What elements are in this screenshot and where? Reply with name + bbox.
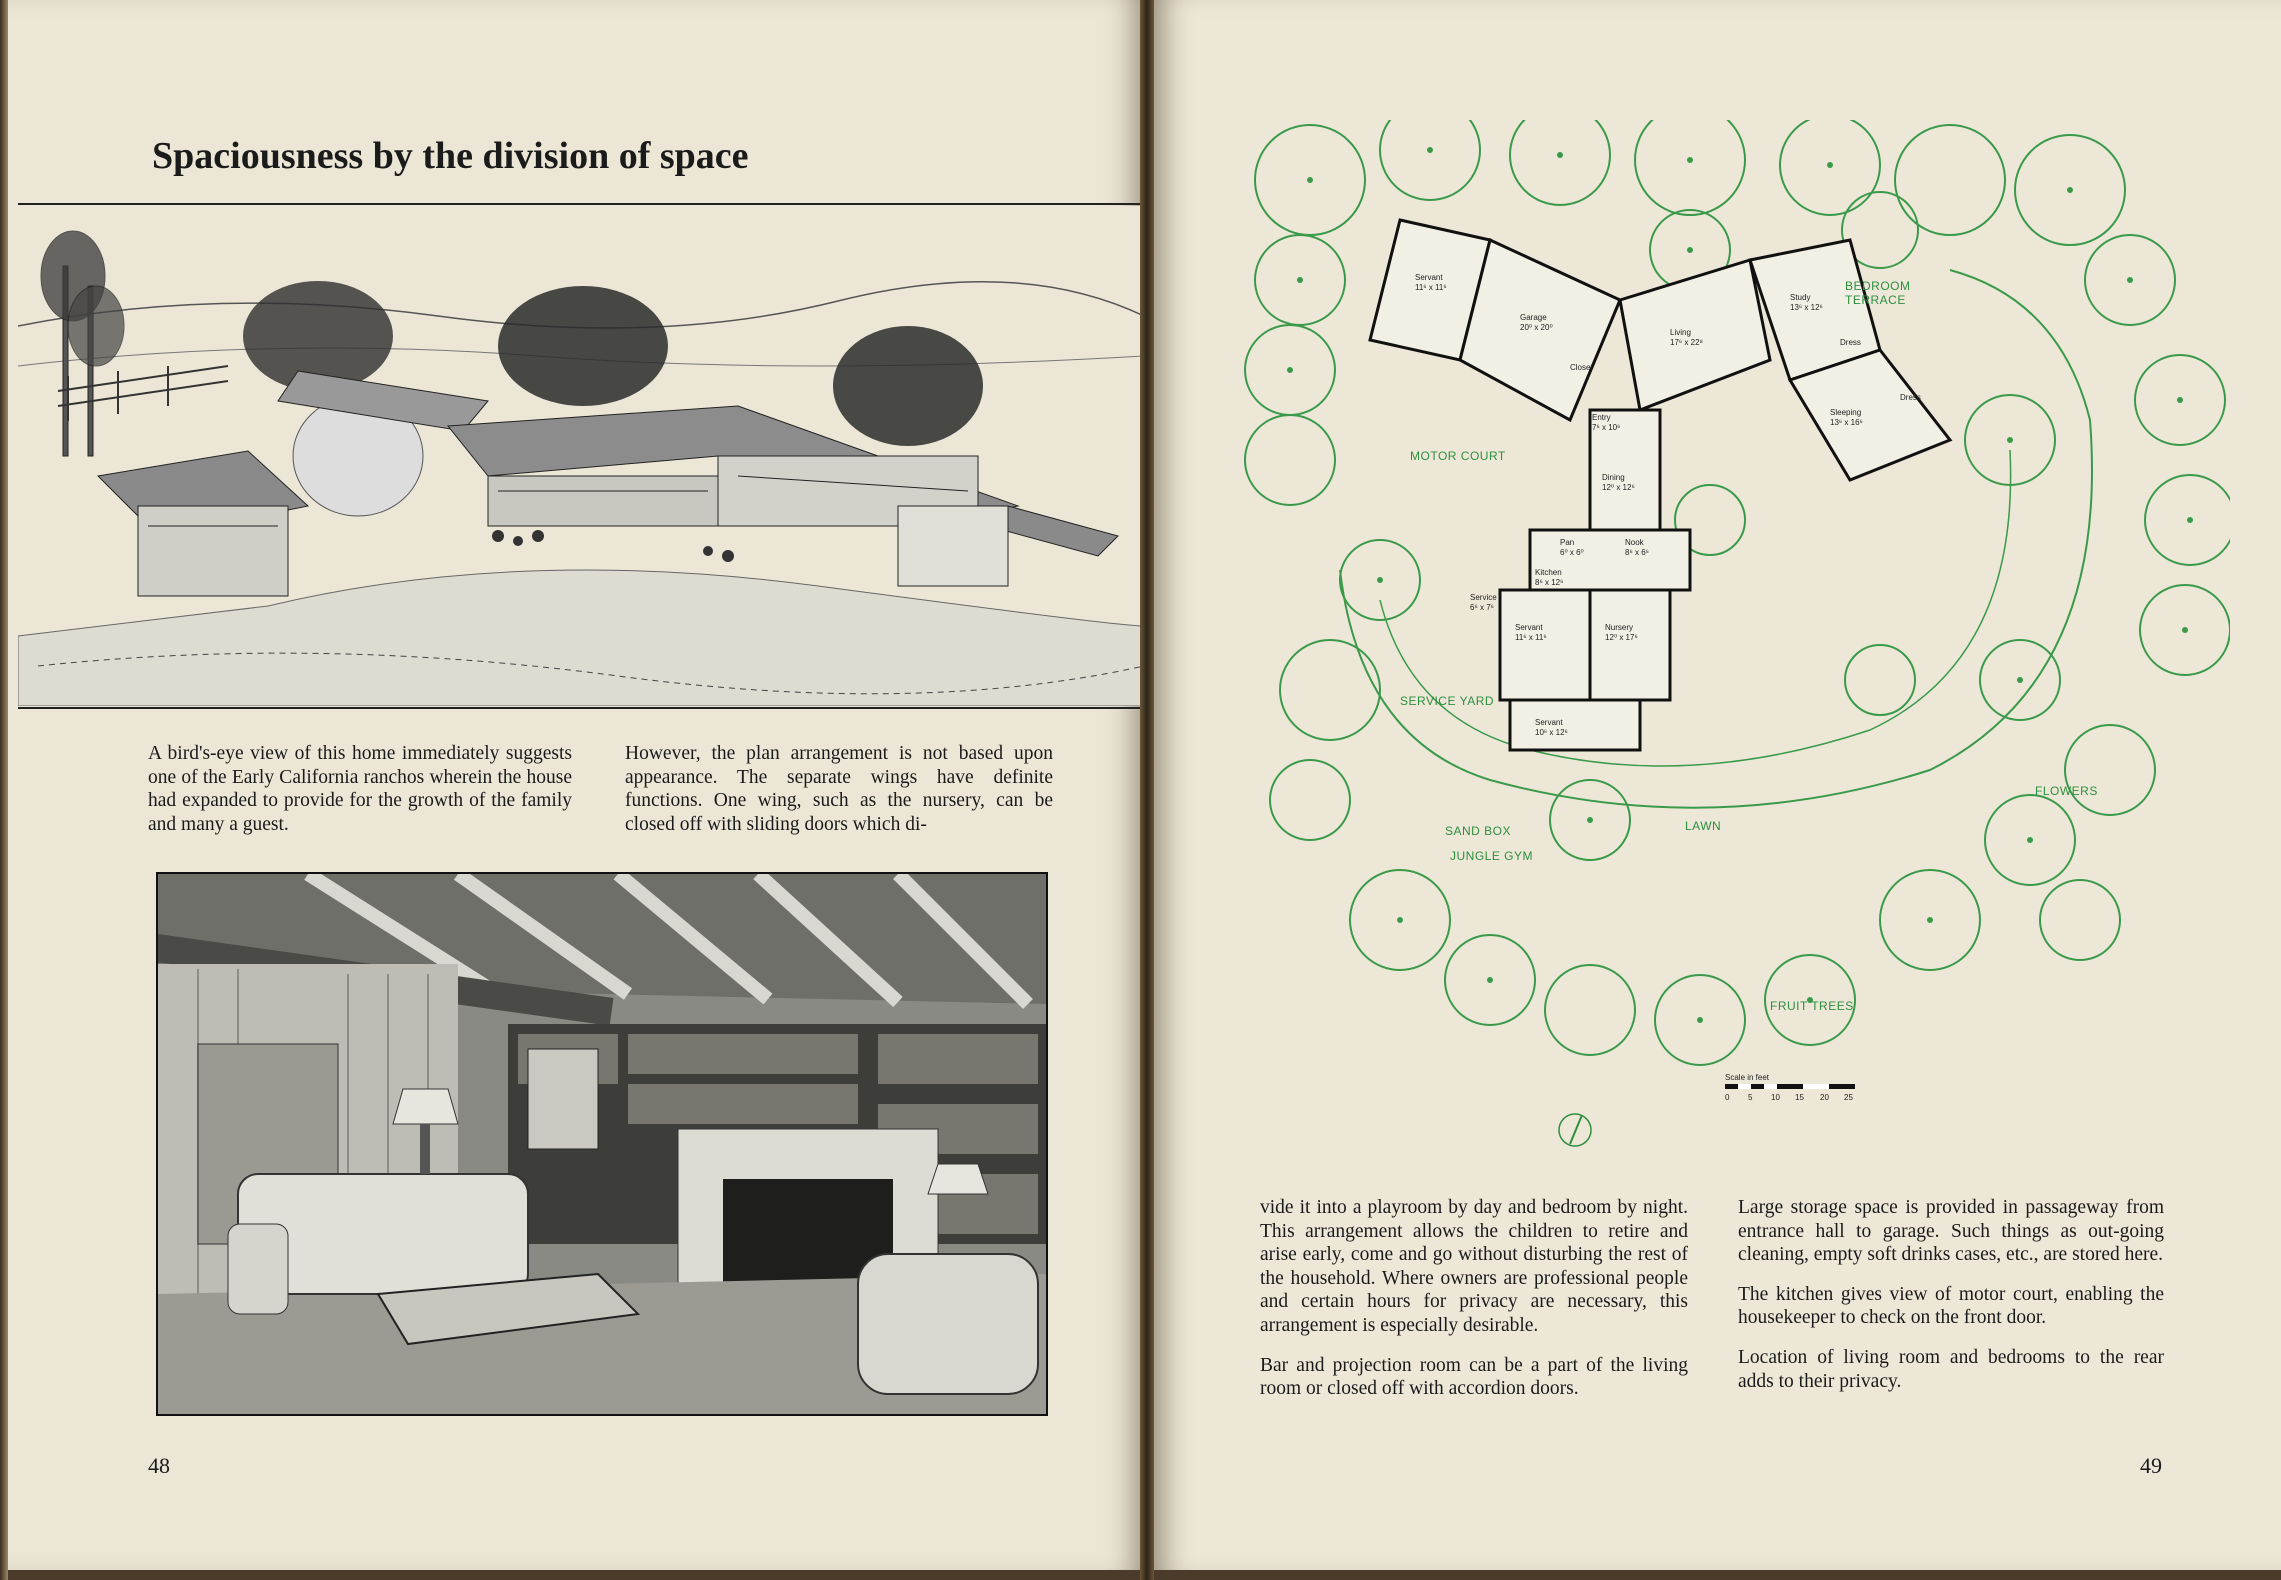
room-kitchen-size: 8⁶ x 12⁶ — [1535, 578, 1564, 587]
room-servant-bottom: Servant — [1535, 718, 1563, 727]
scale-tick-25: 25 — [1844, 1093, 1853, 1102]
left-page — [0, 0, 1146, 1570]
scale-tick-5: 5 — [1748, 1093, 1753, 1102]
right-col2-para-3: Location of living room and bedrooms to the rear adds to their privacy. — [1738, 1346, 2164, 1392]
scale-tick-15: 15 — [1795, 1093, 1804, 1102]
right-col1-para-2: Bar and projection room can be a part of the living room or closed off with accordion doors. — [1260, 1354, 1688, 1400]
room-pan: Pan — [1560, 538, 1575, 547]
room-servant-top: Servant — [1415, 273, 1443, 282]
page-title: Spaciousness by the division of space — [152, 135, 749, 177]
label-jungle-gym: JUNGLE GYM — [1450, 849, 1534, 863]
scale-tick-10: 10 — [1771, 1093, 1780, 1102]
room-kitchen: Kitchen — [1535, 568, 1562, 577]
right-column-2 — [1738, 1196, 2164, 1409]
label-service-yard: SERVICE YARD — [1400, 694, 1495, 708]
room-sleeping: Sleeping — [1830, 408, 1862, 417]
room-nursery-size: 12⁰ x 17⁶ — [1605, 633, 1638, 642]
left-column-1-text: A bird's-eye view of this home immediately suggests one of the Early California ranchos wherein the house had expanded to provide for the growth of the family and many a guest. — [148, 743, 572, 835]
house-birdseye-illustration — [18, 206, 1144, 706]
label-bedroom: BEDROOM — [1845, 279, 1911, 293]
bottom-rule — [18, 707, 1144, 709]
room-dining-size: 12⁰ x 12⁶ — [1602, 483, 1635, 492]
living-room-illustration — [156, 872, 1048, 1416]
room-living-size: 17⁶ x 22⁸ — [1670, 338, 1703, 347]
page-number-left: 48 — [148, 1453, 170, 1478]
label-terrace: TERRACE — [1845, 293, 1906, 307]
label-fruit-trees: FRUIT TREES — [1770, 999, 1854, 1013]
room-service-size: 6⁶ x 7⁶ — [1470, 603, 1494, 612]
book-edge — [0, 0, 8, 1580]
room-sleeping-size: 13⁶ x 16⁶ — [1830, 418, 1863, 427]
room-nook: Nook — [1625, 538, 1644, 547]
room-servant-mid: Servant — [1515, 623, 1543, 632]
room-garage: Garage — [1520, 313, 1547, 322]
label-motor-court: MOTOR COURT — [1410, 449, 1506, 463]
scale-label: Scale in feet — [1725, 1073, 1770, 1082]
room-dress-1: Dress — [1840, 338, 1861, 347]
scale-tick-20: 20 — [1820, 1093, 1829, 1102]
label-flowers: FLOWERS — [2035, 784, 2098, 798]
right-col1-para-1: vide it into a playroom by day and bedroom by night. This arrangement allows the children to retire and arise early, come and go without disturbing the rest of the household. Where owners are professional people and certain hours for privacy are necessary, this arrangement is especially desirable. — [1260, 1197, 1688, 1336]
room-entry-size: 7⁶ x 10⁶ — [1592, 423, 1621, 432]
room-pan-size: 6⁰ x 6⁰ — [1560, 548, 1584, 557]
room-dining: Dining — [1602, 473, 1625, 482]
room-study: Study — [1790, 293, 1811, 302]
scale-tick-0: 0 — [1725, 1093, 1730, 1102]
right-col2-para-2: The kitchen gives view of motor court, enabling the housekeeper to check on the front door. — [1738, 1283, 2164, 1329]
right-column-1 — [1260, 1196, 1688, 1417]
room-servant-top-size: 11⁶ x 11⁶ — [1415, 283, 1447, 292]
room-service: Service — [1470, 593, 1497, 602]
room-nursery: Nursery — [1605, 623, 1634, 632]
room-servant-bottom-size: 10⁶ x 12⁶ — [1535, 728, 1568, 737]
room-living: Living — [1670, 328, 1691, 337]
scale-bar — [1725, 1073, 1855, 1102]
top-rule — [18, 203, 1144, 205]
left-column-2-text: However, the plan arrangement is not based upon appearance. The separate wings have definite functions. One wing, such as the nursery, can be closed off with sliding doors which di- — [625, 743, 1053, 835]
room-study-size: 13⁶ x 12⁶ — [1790, 303, 1823, 312]
room-servant-mid-size: 11⁶ x 11⁶ — [1515, 633, 1547, 642]
book-gutter — [1140, 0, 1154, 1580]
right-col2-para-1: Large storage space is provided in passageway from entrance hall to garage. Such things as out-going cleaning, empty soft drinks cases, etc., are stored here. — [1738, 1197, 2164, 1266]
room-closet: Closet — [1570, 363, 1593, 372]
north-arrow-icon — [1559, 1114, 1591, 1146]
room-garage-size: 20⁰ x 20⁰ — [1520, 323, 1553, 332]
room-nook-size: 8⁶ x 6⁶ — [1625, 548, 1649, 557]
label-lawn: LAWN — [1685, 819, 1722, 833]
page-number-right: 49 — [2140, 1453, 2162, 1478]
floor-plan — [1230, 120, 2230, 1160]
room-entry: Entry — [1592, 413, 1611, 422]
label-sand-box: SAND BOX — [1445, 824, 1512, 838]
room-dress-2: Dress — [1900, 393, 1921, 402]
